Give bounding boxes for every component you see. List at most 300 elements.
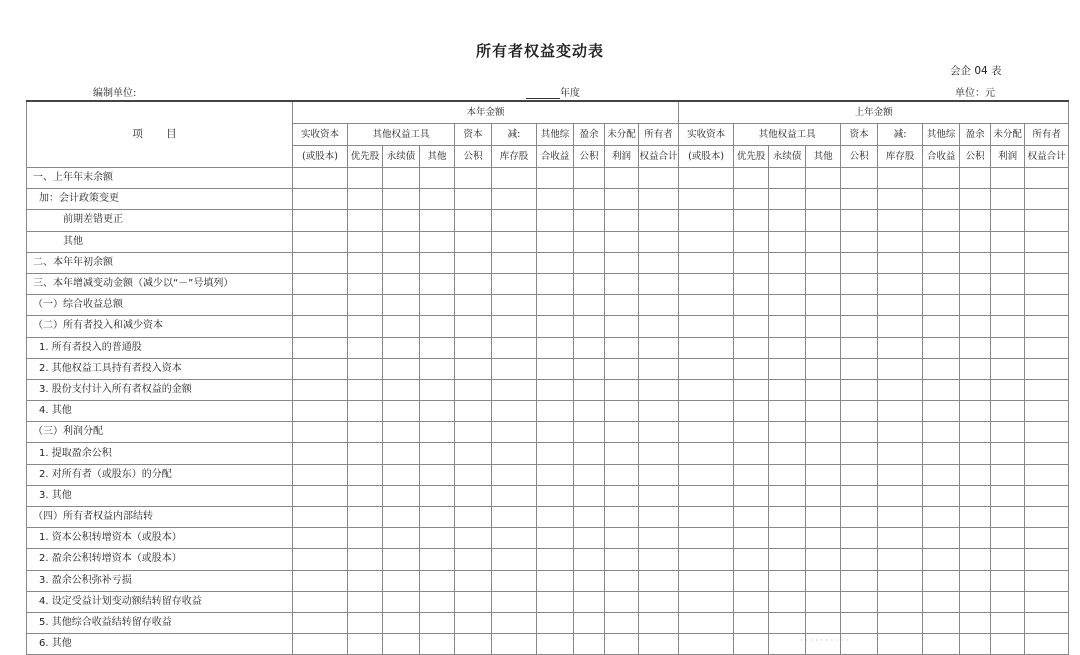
value-cell[interactable] bbox=[1025, 464, 1069, 485]
value-cell[interactable] bbox=[293, 168, 348, 189]
value-cell[interactable] bbox=[639, 422, 679, 443]
value-cell[interactable] bbox=[420, 570, 455, 591]
value-cell[interactable] bbox=[806, 485, 841, 506]
value-cell[interactable] bbox=[806, 507, 841, 528]
value-cell[interactable] bbox=[679, 273, 734, 294]
value-cell[interactable] bbox=[841, 507, 878, 528]
value-cell[interactable] bbox=[878, 612, 923, 633]
value-cell[interactable] bbox=[383, 443, 420, 464]
value-cell[interactable] bbox=[293, 252, 348, 273]
value-cell[interactable] bbox=[679, 507, 734, 528]
value-cell[interactable] bbox=[991, 507, 1025, 528]
value-cell[interactable] bbox=[537, 528, 574, 549]
value-cell[interactable] bbox=[923, 591, 960, 612]
value-cell[interactable] bbox=[960, 549, 991, 570]
value-cell[interactable] bbox=[960, 189, 991, 210]
value-cell[interactable] bbox=[960, 443, 991, 464]
value-cell[interactable] bbox=[639, 634, 679, 655]
value-cell[interactable] bbox=[841, 231, 878, 252]
value-cell[interactable] bbox=[878, 337, 923, 358]
value-cell[interactable] bbox=[878, 210, 923, 231]
value-cell[interactable] bbox=[841, 210, 878, 231]
value-cell[interactable] bbox=[639, 485, 679, 506]
value-cell[interactable] bbox=[492, 295, 537, 316]
value-cell[interactable] bbox=[991, 464, 1025, 485]
value-cell[interactable] bbox=[878, 379, 923, 400]
value-cell[interactable] bbox=[734, 189, 769, 210]
value-cell[interactable] bbox=[605, 591, 639, 612]
value-cell[interactable] bbox=[841, 612, 878, 633]
value-cell[interactable] bbox=[734, 612, 769, 633]
value-cell[interactable] bbox=[769, 168, 806, 189]
value-cell[interactable] bbox=[1025, 549, 1069, 570]
value-cell[interactable] bbox=[991, 337, 1025, 358]
value-cell[interactable] bbox=[455, 189, 492, 210]
value-cell[interactable] bbox=[348, 507, 383, 528]
value-cell[interactable] bbox=[679, 528, 734, 549]
value-cell[interactable] bbox=[679, 358, 734, 379]
value-cell[interactable] bbox=[841, 337, 878, 358]
value-cell[interactable] bbox=[878, 358, 923, 379]
value-cell[interactable] bbox=[1025, 189, 1069, 210]
value-cell[interactable] bbox=[806, 379, 841, 400]
value-cell[interactable] bbox=[348, 379, 383, 400]
value-cell[interactable] bbox=[420, 634, 455, 655]
value-cell[interactable] bbox=[923, 337, 960, 358]
value-cell[interactable] bbox=[293, 401, 348, 422]
value-cell[interactable] bbox=[455, 422, 492, 443]
value-cell[interactable] bbox=[639, 591, 679, 612]
value-cell[interactable] bbox=[1025, 401, 1069, 422]
value-cell[interactable] bbox=[293, 358, 348, 379]
value-cell[interactable] bbox=[420, 295, 455, 316]
value-cell[interactable] bbox=[492, 210, 537, 231]
value-cell[interactable] bbox=[1025, 316, 1069, 337]
value-cell[interactable] bbox=[806, 316, 841, 337]
value-cell[interactable] bbox=[605, 507, 639, 528]
value-cell[interactable] bbox=[455, 358, 492, 379]
value-cell[interactable] bbox=[492, 358, 537, 379]
value-cell[interactable] bbox=[960, 507, 991, 528]
value-cell[interactable] bbox=[769, 189, 806, 210]
value-cell[interactable] bbox=[537, 443, 574, 464]
value-cell[interactable] bbox=[991, 189, 1025, 210]
value-cell[interactable] bbox=[923, 210, 960, 231]
value-cell[interactable] bbox=[455, 231, 492, 252]
value-cell[interactable] bbox=[455, 612, 492, 633]
value-cell[interactable] bbox=[841, 168, 878, 189]
value-cell[interactable] bbox=[878, 422, 923, 443]
value-cell[interactable] bbox=[1025, 570, 1069, 591]
value-cell[interactable] bbox=[537, 634, 574, 655]
value-cell[interactable] bbox=[991, 252, 1025, 273]
value-cell[interactable] bbox=[420, 252, 455, 273]
value-cell[interactable] bbox=[769, 507, 806, 528]
value-cell[interactable] bbox=[293, 231, 348, 252]
value-cell[interactable] bbox=[841, 273, 878, 294]
value-cell[interactable] bbox=[960, 252, 991, 273]
value-cell[interactable] bbox=[960, 337, 991, 358]
value-cell[interactable] bbox=[806, 422, 841, 443]
value-cell[interactable] bbox=[605, 379, 639, 400]
value-cell[interactable] bbox=[734, 570, 769, 591]
value-cell[interactable] bbox=[841, 379, 878, 400]
value-cell[interactable] bbox=[1025, 337, 1069, 358]
value-cell[interactable] bbox=[537, 231, 574, 252]
value-cell[interactable] bbox=[960, 379, 991, 400]
value-cell[interactable] bbox=[537, 273, 574, 294]
value-cell[interactable] bbox=[806, 570, 841, 591]
value-cell[interactable] bbox=[574, 210, 605, 231]
value-cell[interactable] bbox=[734, 422, 769, 443]
value-cell[interactable] bbox=[734, 379, 769, 400]
value-cell[interactable] bbox=[383, 231, 420, 252]
value-cell[interactable] bbox=[960, 422, 991, 443]
value-cell[interactable] bbox=[574, 273, 605, 294]
value-cell[interactable] bbox=[574, 485, 605, 506]
value-cell[interactable] bbox=[574, 189, 605, 210]
value-cell[interactable] bbox=[492, 337, 537, 358]
value-cell[interactable] bbox=[348, 570, 383, 591]
value-cell[interactable] bbox=[769, 591, 806, 612]
value-cell[interactable] bbox=[420, 358, 455, 379]
value-cell[interactable] bbox=[923, 358, 960, 379]
value-cell[interactable] bbox=[420, 273, 455, 294]
value-cell[interactable] bbox=[960, 570, 991, 591]
value-cell[interactable] bbox=[841, 189, 878, 210]
value-cell[interactable] bbox=[769, 528, 806, 549]
value-cell[interactable] bbox=[639, 443, 679, 464]
value-cell[interactable] bbox=[734, 485, 769, 506]
value-cell[interactable] bbox=[348, 252, 383, 273]
value-cell[interactable] bbox=[923, 231, 960, 252]
value-cell[interactable] bbox=[537, 422, 574, 443]
value-cell[interactable] bbox=[679, 549, 734, 570]
value-cell[interactable] bbox=[769, 443, 806, 464]
value-cell[interactable] bbox=[960, 358, 991, 379]
value-cell[interactable] bbox=[537, 379, 574, 400]
value-cell[interactable] bbox=[605, 485, 639, 506]
value-cell[interactable] bbox=[574, 634, 605, 655]
value-cell[interactable] bbox=[605, 634, 639, 655]
value-cell[interactable] bbox=[923, 570, 960, 591]
value-cell[interactable] bbox=[841, 422, 878, 443]
value-cell[interactable] bbox=[605, 231, 639, 252]
value-cell[interactable] bbox=[420, 210, 455, 231]
value-cell[interactable] bbox=[923, 507, 960, 528]
value-cell[interactable] bbox=[991, 273, 1025, 294]
value-cell[interactable] bbox=[769, 464, 806, 485]
value-cell[interactable] bbox=[348, 295, 383, 316]
value-cell[interactable] bbox=[991, 612, 1025, 633]
value-cell[interactable] bbox=[639, 570, 679, 591]
value-cell[interactable] bbox=[769, 358, 806, 379]
value-cell[interactable] bbox=[537, 210, 574, 231]
value-cell[interactable] bbox=[734, 443, 769, 464]
value-cell[interactable] bbox=[769, 379, 806, 400]
value-cell[interactable] bbox=[639, 337, 679, 358]
value-cell[interactable] bbox=[574, 591, 605, 612]
value-cell[interactable] bbox=[574, 316, 605, 337]
value-cell[interactable] bbox=[841, 401, 878, 422]
value-cell[interactable] bbox=[420, 231, 455, 252]
value-cell[interactable] bbox=[293, 316, 348, 337]
value-cell[interactable] bbox=[878, 570, 923, 591]
value-cell[interactable] bbox=[878, 273, 923, 294]
value-cell[interactable] bbox=[492, 252, 537, 273]
value-cell[interactable] bbox=[383, 168, 420, 189]
value-cell[interactable] bbox=[991, 295, 1025, 316]
value-cell[interactable] bbox=[383, 591, 420, 612]
value-cell[interactable] bbox=[348, 591, 383, 612]
value-cell[interactable] bbox=[679, 464, 734, 485]
value-cell[interactable] bbox=[734, 231, 769, 252]
value-cell[interactable] bbox=[420, 612, 455, 633]
value-cell[interactable] bbox=[348, 634, 383, 655]
value-cell[interactable] bbox=[492, 464, 537, 485]
value-cell[interactable] bbox=[455, 528, 492, 549]
value-cell[interactable] bbox=[679, 210, 734, 231]
value-cell[interactable] bbox=[639, 528, 679, 549]
value-cell[interactable] bbox=[734, 337, 769, 358]
value-cell[interactable] bbox=[960, 591, 991, 612]
value-cell[interactable] bbox=[537, 337, 574, 358]
value-cell[interactable] bbox=[923, 273, 960, 294]
value-cell[interactable] bbox=[455, 316, 492, 337]
value-cell[interactable] bbox=[383, 634, 420, 655]
value-cell[interactable] bbox=[492, 273, 537, 294]
value-cell[interactable] bbox=[492, 634, 537, 655]
value-cell[interactable] bbox=[348, 422, 383, 443]
value-cell[interactable] bbox=[348, 549, 383, 570]
value-cell[interactable] bbox=[492, 507, 537, 528]
value-cell[interactable] bbox=[605, 168, 639, 189]
value-cell[interactable] bbox=[348, 316, 383, 337]
value-cell[interactable] bbox=[455, 634, 492, 655]
value-cell[interactable] bbox=[639, 464, 679, 485]
value-cell[interactable] bbox=[293, 422, 348, 443]
value-cell[interactable] bbox=[605, 570, 639, 591]
value-cell[interactable] bbox=[537, 358, 574, 379]
value-cell[interactable] bbox=[383, 295, 420, 316]
value-cell[interactable] bbox=[605, 210, 639, 231]
value-cell[interactable] bbox=[806, 273, 841, 294]
value-cell[interactable] bbox=[605, 252, 639, 273]
value-cell[interactable] bbox=[574, 379, 605, 400]
value-cell[interactable] bbox=[383, 337, 420, 358]
value-cell[interactable] bbox=[878, 507, 923, 528]
value-cell[interactable] bbox=[960, 231, 991, 252]
value-cell[interactable] bbox=[841, 464, 878, 485]
value-cell[interactable] bbox=[734, 273, 769, 294]
value-cell[interactable] bbox=[923, 443, 960, 464]
value-cell[interactable] bbox=[960, 528, 991, 549]
value-cell[interactable] bbox=[769, 612, 806, 633]
value-cell[interactable] bbox=[383, 189, 420, 210]
value-cell[interactable] bbox=[383, 422, 420, 443]
value-cell[interactable] bbox=[420, 316, 455, 337]
value-cell[interactable] bbox=[923, 464, 960, 485]
value-cell[interactable] bbox=[841, 570, 878, 591]
value-cell[interactable] bbox=[574, 443, 605, 464]
value-cell[interactable] bbox=[960, 295, 991, 316]
value-cell[interactable] bbox=[348, 168, 383, 189]
value-cell[interactable] bbox=[679, 570, 734, 591]
value-cell[interactable] bbox=[537, 612, 574, 633]
value-cell[interactable] bbox=[769, 401, 806, 422]
value-cell[interactable] bbox=[455, 570, 492, 591]
value-cell[interactable] bbox=[960, 316, 991, 337]
value-cell[interactable] bbox=[420, 464, 455, 485]
value-cell[interactable] bbox=[492, 231, 537, 252]
value-cell[interactable] bbox=[455, 464, 492, 485]
value-cell[interactable] bbox=[806, 549, 841, 570]
value-cell[interactable] bbox=[991, 485, 1025, 506]
value-cell[interactable] bbox=[923, 634, 960, 655]
value-cell[interactable] bbox=[383, 528, 420, 549]
value-cell[interactable] bbox=[383, 549, 420, 570]
value-cell[interactable] bbox=[991, 210, 1025, 231]
value-cell[interactable] bbox=[348, 358, 383, 379]
value-cell[interactable] bbox=[923, 316, 960, 337]
value-cell[interactable] bbox=[806, 189, 841, 210]
value-cell[interactable] bbox=[878, 591, 923, 612]
value-cell[interactable] bbox=[878, 252, 923, 273]
value-cell[interactable] bbox=[537, 316, 574, 337]
value-cell[interactable] bbox=[923, 379, 960, 400]
value-cell[interactable] bbox=[574, 295, 605, 316]
value-cell[interactable] bbox=[923, 422, 960, 443]
value-cell[interactable] bbox=[383, 316, 420, 337]
value-cell[interactable] bbox=[734, 295, 769, 316]
value-cell[interactable] bbox=[679, 337, 734, 358]
value-cell[interactable] bbox=[537, 252, 574, 273]
value-cell[interactable] bbox=[605, 528, 639, 549]
value-cell[interactable] bbox=[293, 570, 348, 591]
value-cell[interactable] bbox=[492, 316, 537, 337]
value-cell[interactable] bbox=[841, 485, 878, 506]
value-cell[interactable] bbox=[492, 443, 537, 464]
value-cell[interactable] bbox=[639, 507, 679, 528]
value-cell[interactable] bbox=[537, 189, 574, 210]
value-cell[interactable] bbox=[734, 252, 769, 273]
value-cell[interactable] bbox=[878, 316, 923, 337]
value-cell[interactable] bbox=[293, 634, 348, 655]
value-cell[interactable] bbox=[769, 273, 806, 294]
value-cell[interactable] bbox=[420, 168, 455, 189]
value-cell[interactable] bbox=[878, 634, 923, 655]
value-cell[interactable] bbox=[806, 443, 841, 464]
value-cell[interactable] bbox=[383, 464, 420, 485]
value-cell[interactable] bbox=[537, 168, 574, 189]
value-cell[interactable] bbox=[841, 252, 878, 273]
value-cell[interactable] bbox=[806, 231, 841, 252]
value-cell[interactable] bbox=[293, 485, 348, 506]
value-cell[interactable] bbox=[420, 422, 455, 443]
value-cell[interactable] bbox=[639, 401, 679, 422]
value-cell[interactable] bbox=[923, 189, 960, 210]
value-cell[interactable] bbox=[923, 612, 960, 633]
value-cell[interactable] bbox=[455, 210, 492, 231]
value-cell[interactable] bbox=[806, 337, 841, 358]
value-cell[interactable] bbox=[348, 231, 383, 252]
value-cell[interactable] bbox=[991, 443, 1025, 464]
value-cell[interactable] bbox=[806, 464, 841, 485]
value-cell[interactable] bbox=[679, 168, 734, 189]
value-cell[interactable] bbox=[605, 464, 639, 485]
value-cell[interactable] bbox=[293, 273, 348, 294]
value-cell[interactable] bbox=[537, 464, 574, 485]
value-cell[interactable] bbox=[639, 316, 679, 337]
value-cell[interactable] bbox=[293, 337, 348, 358]
value-cell[interactable] bbox=[734, 507, 769, 528]
value-cell[interactable] bbox=[679, 485, 734, 506]
value-cell[interactable] bbox=[605, 295, 639, 316]
value-cell[interactable] bbox=[806, 295, 841, 316]
value-cell[interactable] bbox=[639, 252, 679, 273]
value-cell[interactable] bbox=[1025, 443, 1069, 464]
value-cell[interactable] bbox=[1025, 379, 1069, 400]
value-cell[interactable] bbox=[1025, 528, 1069, 549]
value-cell[interactable] bbox=[383, 252, 420, 273]
value-cell[interactable] bbox=[293, 612, 348, 633]
value-cell[interactable] bbox=[769, 210, 806, 231]
value-cell[interactable] bbox=[960, 210, 991, 231]
value-cell[interactable] bbox=[679, 316, 734, 337]
value-cell[interactable] bbox=[960, 485, 991, 506]
value-cell[interactable] bbox=[841, 358, 878, 379]
value-cell[interactable] bbox=[383, 273, 420, 294]
value-cell[interactable] bbox=[537, 401, 574, 422]
value-cell[interactable] bbox=[492, 379, 537, 400]
value-cell[interactable] bbox=[348, 464, 383, 485]
value-cell[interactable] bbox=[734, 549, 769, 570]
value-cell[interactable] bbox=[734, 316, 769, 337]
value-cell[interactable] bbox=[455, 591, 492, 612]
value-cell[interactable] bbox=[991, 634, 1025, 655]
value-cell[interactable] bbox=[455, 507, 492, 528]
value-cell[interactable] bbox=[605, 401, 639, 422]
value-cell[interactable] bbox=[806, 528, 841, 549]
value-cell[interactable] bbox=[293, 379, 348, 400]
value-cell[interactable] bbox=[769, 549, 806, 570]
value-cell[interactable] bbox=[420, 507, 455, 528]
value-cell[interactable] bbox=[878, 528, 923, 549]
value-cell[interactable] bbox=[348, 210, 383, 231]
value-cell[interactable] bbox=[383, 507, 420, 528]
value-cell[interactable] bbox=[991, 168, 1025, 189]
value-cell[interactable] bbox=[734, 464, 769, 485]
value-cell[interactable] bbox=[492, 549, 537, 570]
value-cell[interactable] bbox=[455, 252, 492, 273]
value-cell[interactable] bbox=[537, 507, 574, 528]
value-cell[interactable] bbox=[639, 189, 679, 210]
value-cell[interactable] bbox=[991, 591, 1025, 612]
value-cell[interactable] bbox=[734, 168, 769, 189]
value-cell[interactable] bbox=[293, 189, 348, 210]
value-cell[interactable] bbox=[537, 591, 574, 612]
value-cell[interactable] bbox=[1025, 210, 1069, 231]
value-cell[interactable] bbox=[991, 358, 1025, 379]
value-cell[interactable] bbox=[492, 168, 537, 189]
value-cell[interactable] bbox=[383, 401, 420, 422]
value-cell[interactable] bbox=[293, 295, 348, 316]
value-cell[interactable] bbox=[605, 443, 639, 464]
value-cell[interactable] bbox=[923, 549, 960, 570]
value-cell[interactable] bbox=[769, 570, 806, 591]
value-cell[interactable] bbox=[420, 528, 455, 549]
value-cell[interactable] bbox=[455, 443, 492, 464]
